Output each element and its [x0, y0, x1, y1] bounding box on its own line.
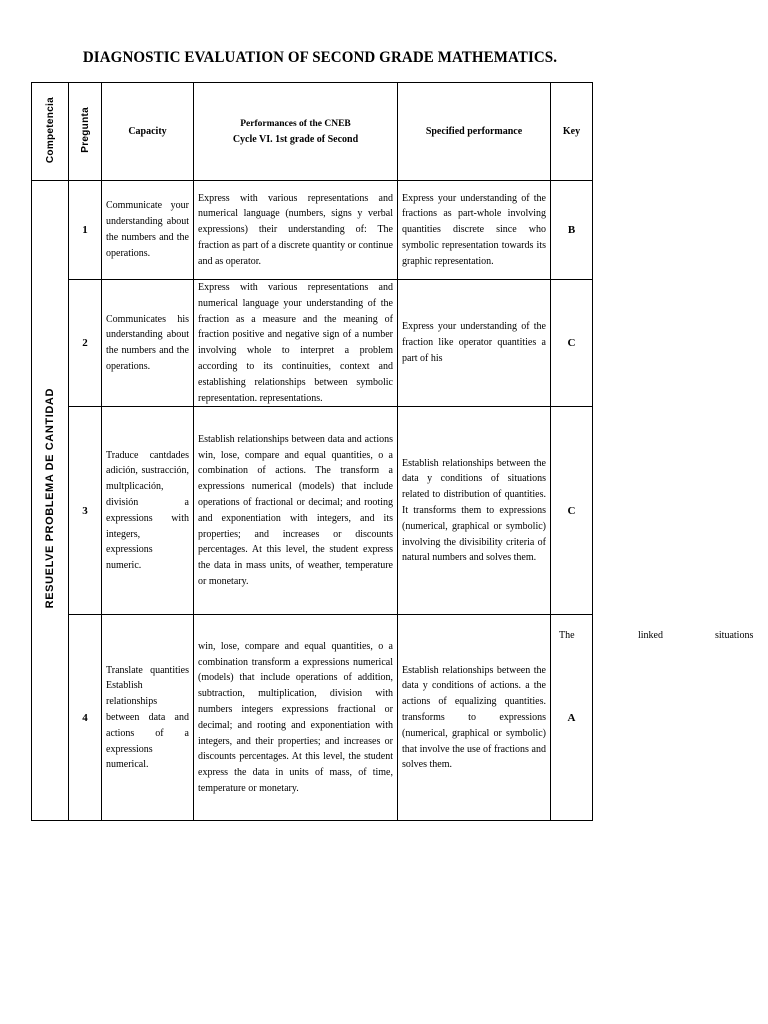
- overflow-text-the: The: [559, 630, 575, 641]
- overflow-text-situations: situations: [715, 630, 754, 641]
- performance-cell: Establish relationships between data and actions win, lose, compare and equal quantities, o a combination of actions. The transform a expressions numerical (models) that include operations of fractional or decimal; and rooting and exponentiation with integers, and its properties; and increases or discounts percentages. At this level, the student express the data in mass units, of weather, temperature or monetary.: [194, 407, 398, 615]
- header-row: [32, 83, 593, 181]
- overflow-text-linked: linked: [638, 630, 663, 641]
- specified-cell: Establish relationships between the data y conditions of situations related to distribution of quantities. It transforms them to expressions (numerical, graphical or symbolic) involving the divisibility criteria of natural numbers and solves them.: [398, 407, 551, 615]
- specified-cell: Establish relationships between the data y conditions of actions. a the actions of equalizing quantities. transforms to expressions (numerical, graphical or symbolic) that involve the use of fractions and solves them.: [398, 615, 551, 821]
- header-key: Key: [551, 83, 593, 181]
- competencia-cell: [32, 181, 69, 821]
- header-performances: [194, 83, 398, 181]
- table-row: [32, 407, 593, 615]
- performance-cell: Express with various representations and numerical language (numbers, signs y verbal expressions) their understanding of: The fraction as part of a discrete quantity or continue and as operator.: [194, 181, 398, 280]
- header-pregunta: Pregunta: [69, 83, 102, 181]
- table-row: [32, 615, 593, 821]
- key-cell: C: [551, 407, 593, 615]
- header-specified: Specified performance: [398, 83, 551, 181]
- capacity-cell: Communicate your understanding about the numbers and the operations.: [102, 181, 194, 280]
- header-performances-line2: Cycle VI. 1st grade of Second: [232, 133, 359, 145]
- capacity-cell: Translate quantities Establish relationships between data and actions of a expressions numerical.: [102, 615, 194, 821]
- table-row: [32, 181, 593, 280]
- question-number: 4: [69, 615, 102, 821]
- key-cell: C: [551, 280, 593, 407]
- specified-cell: Express your understanding of the fractions as part-whole involving quantities discrete since who symbolic representation towards its graphic representation.: [398, 181, 551, 280]
- header-competencia: Competencia: [32, 83, 69, 181]
- capacity-cell: Communicates his understanding about the numbers and the operations.: [102, 280, 194, 407]
- evaluation-table: [31, 82, 593, 821]
- key-cell: B: [551, 181, 593, 280]
- performance-cell: Express with various representations and numerical language your understanding of the fraction as a measure and the meaning of fraction positive and negative sign of a number involving whole to interpret a problem according to its continuities, context and establishing relationships between symbolic representation. representations.: [194, 280, 398, 407]
- table-row: [32, 280, 593, 407]
- question-number: 3: [69, 407, 102, 615]
- header-performances-line1: Performances of the CNEB: [240, 118, 351, 129]
- key-cell: A: [551, 615, 593, 821]
- question-number: 2: [69, 280, 102, 407]
- capacity-cell: Traduce cantdades adición, sustracción, multplicación, división a expressions with integers, expressions numeric.: [102, 407, 194, 615]
- specified-cell: Express your understanding of the fraction like operator quantities a part of his: [398, 280, 551, 407]
- competencia-label: RESUELVE PROBLEMA DE CANTIDAD: [44, 388, 56, 609]
- header-capacity: Capacity: [102, 83, 194, 181]
- question-number: 1: [69, 181, 102, 280]
- performance-cell: win, lose, compare and equal quantities, o a combination transform a expressions numerical (models) that include operations of addition, subtraction, multiplication, division with numbers integers expressions fractional or decimal; and rooting and exponentiation with integers, and their properties; and increases or discounts percentages. At this level, the student express the data in units of mass, of time, temperature or monetary.: [194, 615, 398, 821]
- document-title: DIAGNOSTIC EVALUATION OF SECOND GRADE MATHEMATICS.: [82, 49, 558, 67]
